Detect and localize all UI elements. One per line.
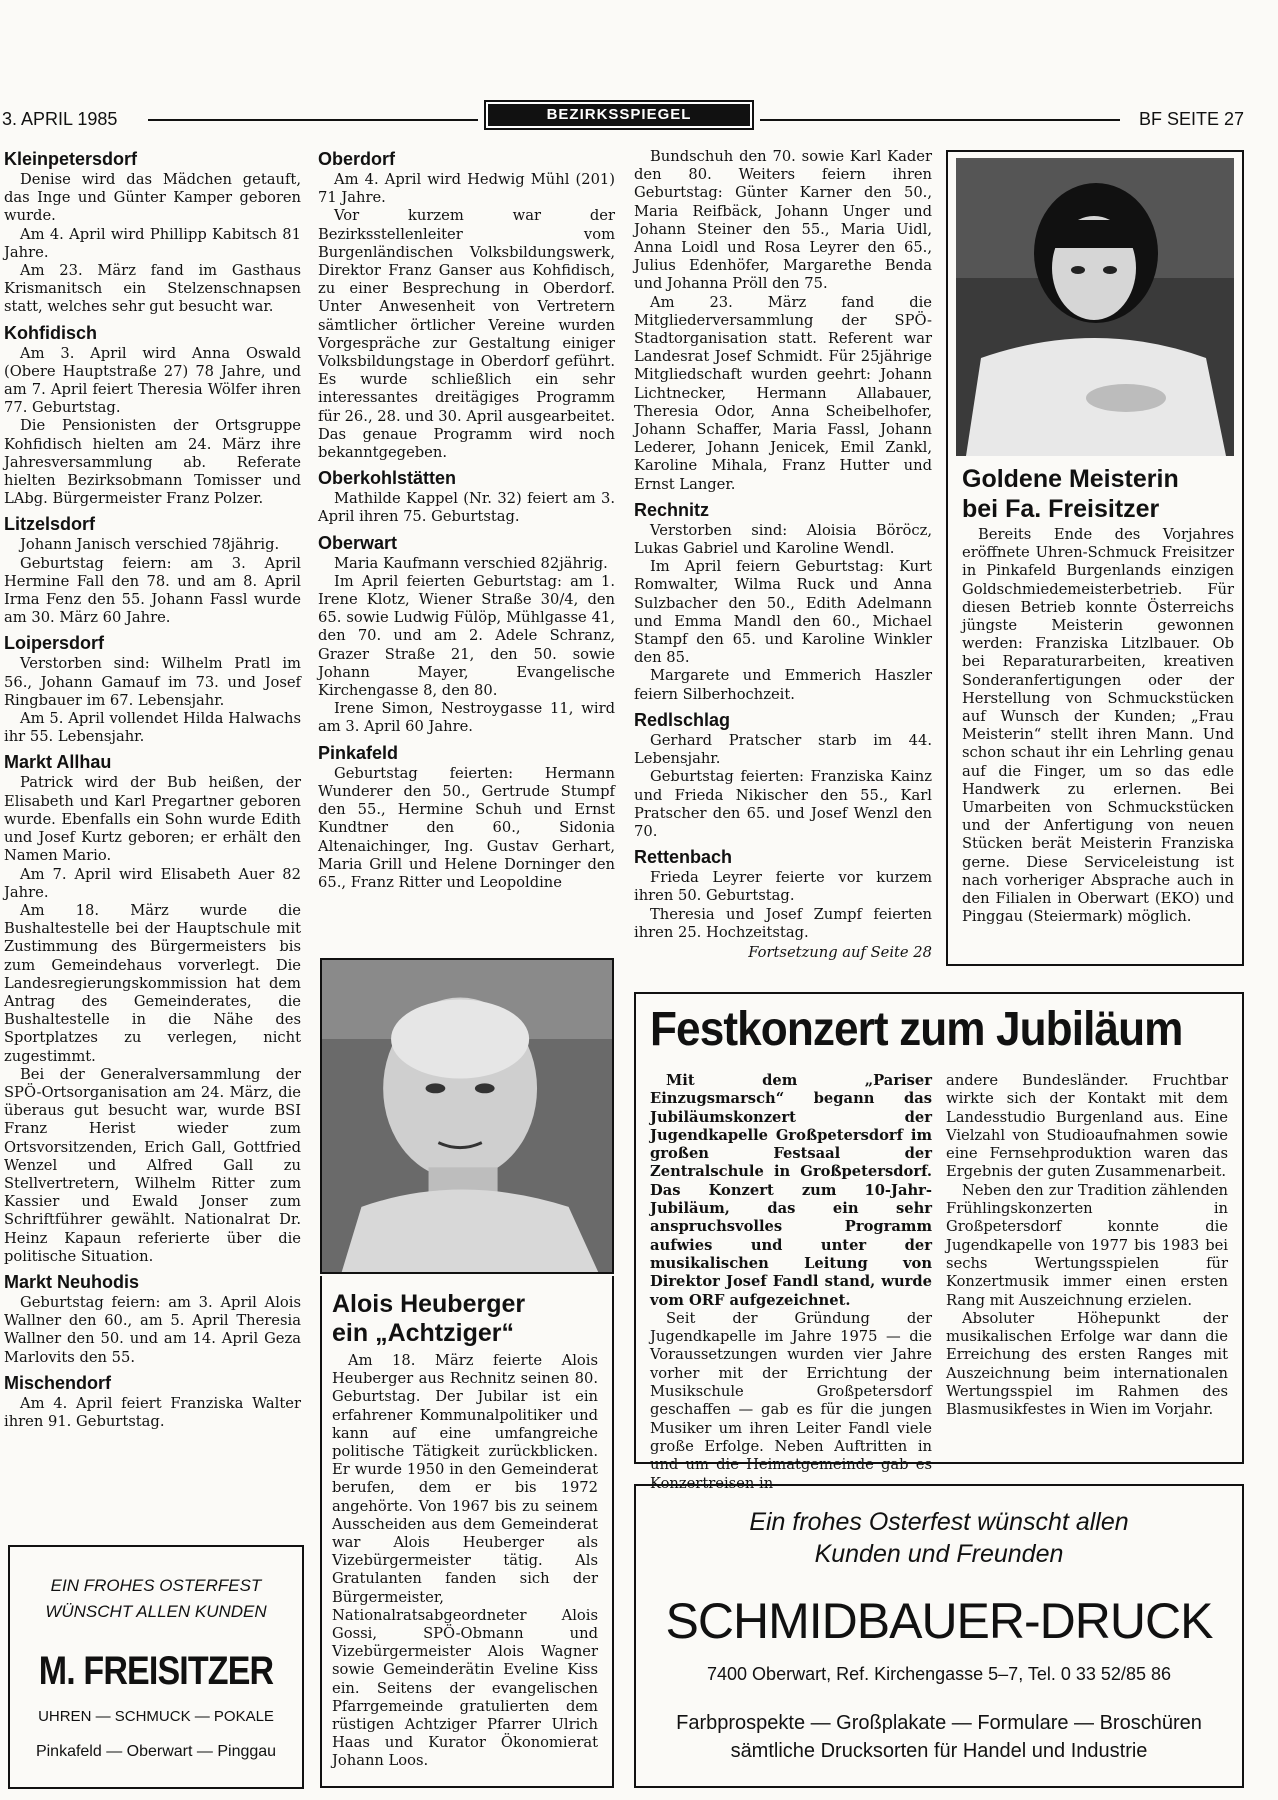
column-left <box>4 148 301 1431</box>
section-paragraph: Am 23. März fand die Mitgliederversammlung der SPÖ-Stadtorganisation statt. Referent war Landesrat Josef Schmidt. Für 25jährige Mitgliedschaft wurden geehrt: Johann Lichtnecker, Hermann Allabauer, Theresia Odor, Anna Scheibelhofer, Johann Schaffer, Maria Fassl, Johann Lederer, Johann Jenicek, Emil Zankl, Karoline Mihala, Franz Hutter und Ernst Langer. <box>634 293 932 493</box>
ad-schmidbauer-line2: Kunden und Freunden <box>814 1540 1064 1568</box>
section-heading: Litzelsdorf <box>4 514 96 535</box>
ad-freisitzer-products: UHREN — SCHMUCK — POKALE <box>38 1708 274 1725</box>
section-paragraph: Mathilde Kappel (Nr. 32) feiert am 3. April ihren 75. Geburtstag. <box>318 490 615 526</box>
page-header <box>0 106 1278 132</box>
issue-date: 3. APRIL 1985 <box>2 109 118 129</box>
section-paragraph: Am 18. März wurde die Bushaltestelle bei der Hauptschule mit Zustimmung des Bürgermeisters bis zum Gemeindehaus vorverlegt. Die Landesregierungskommission hat dem Antrag des Gemeinderates, die Bushaltestelle in die Nähe des Sportplatzes zu verlegen, nicht zugestimmt. <box>4 901 301 1065</box>
festkonzert-col-left <box>650 1072 932 1493</box>
section-paragraph: Im April feiern Geburtstag: Kurt Romwalter, Wilma Ruck und Anna Sulzbacher den 50., Edith Adelmann und Emma Mandl den 60., Michael Stampf den 65. und Karoline Winkler den 85. <box>634 558 932 667</box>
section-paragraph: Im April feierten Geburtstag: am 1. Irene Klotz, Wiener Straße 30/4, den 65. sowie Ludwig Fülöp, Mühlgasse 41, den 70. und am 2. Adele Schranz, Grazer Straße 21, den 50. sowie Johann Mayer, Evangelische Kirchengasse 8, den 80. <box>318 572 615 700</box>
ad-schmidbauer-products2: sämtliche Drucksorten für Handel und Industrie <box>730 1740 1148 1762</box>
alois-body: Am 18. März feierte Alois Heuberger aus Rechnitz seinen 80. Geburtstag. Der Jubilar ist ein erfahrener Kommunalpolitiker und kann auf eine umfangreiche politische Tätigkeit zurückblicken. Er wurde 1950 in den Gemeinderat berufen, dem er bis 1972 angehörte. Von 1967 bis zu seinem Ausscheiden aus dem Gemeinderat war Alois Heuberger als Vizebürgermeister tätig. Als Gratulanten fanden sich der Bürgermeister, Nationalratsabgeordneter Alois Gossi, SPÖ-Obmann und Vizebürgermeister Alois Wagner sowie Gemeinderätin Eveline Kiss ein. Seitens der evangelischen Pfarrgemeinde gratulierten dem rüstigen Achtziger Pfarrer Ulrich Haas und Kurator Ökonomierat Johann Loos. <box>332 1352 598 1770</box>
goldene-title-line2: bei Fa. Freisitzer <box>962 495 1160 523</box>
alois-title-line1: Alois Heuberger <box>332 1290 526 1318</box>
section-paragraph: Vor kurzem war der Bezirksstellenleiter vom Burgenländischen Volksbildungswerk, Direktor Franz Ganser aus Kohfidisch, zu einer Besprechung in Oberdorf. Unter Anwesenheit von Vertretern sämtlicher örtlicher Vereine wurden Vorgespräche zur Gestaltung einiger Volksbildungstage in Oberdorf geführt. Es wurde schließlich ein sehr interessantes dreitägiges Programm für 26., 28. und 30. April ausgearbeitet. Das genaue Programm wird noch bekanntgegeben. <box>318 207 615 462</box>
section-paragraph: Am 5. April vollendet Hilda Halwachs ihr 55. Lebensjahr. <box>4 710 301 746</box>
section-paragraph: Frieda Leyrer feierte vor kurzem ihren 50. Geburtstag. <box>634 869 932 905</box>
section-paragraph: Geburtstag feierten: Franziska Kainz und Frieda Nikischer den 55., Karl Pratscher den 65. und Josef Wenzl den 70. <box>634 768 932 840</box>
ad-freisitzer-places: Pinkafeld — Oberwart — Pinggau <box>35 1743 277 1760</box>
section-heading: Markt Neuhodis <box>4 1271 140 1292</box>
ad-freisitzer-line2: WÜNSCHT ALLEN KUNDEN <box>45 1602 267 1621</box>
section-paragraph: Die Pensionisten der Ortsgruppe Kohfidisch hielten am 24. März ihre Jahresversammlung ab. Referate hielten Bezirksobmann Tomisser und LAbg. Bürgermeister Franz Polzer. <box>4 417 301 508</box>
ad-freisitzer-name: M. FREISITZER <box>38 1649 274 1693</box>
section-banner <box>484 100 754 130</box>
header-rule-right <box>760 119 1120 121</box>
goldene-body: Bereits Ende des Vorjahres eröffnete Uhren-Schmuck Freisitzer in Pinkafeld Burgenlands einzigen Goldschmiedemeisterbetrieb. Für diesen Betrieb konnte Österreichs jüngste Meisterin gewonnen werden: Franziska Litzlbauer. Ob bei Reparaturarbeiten, kreativen Sonderanfertigungen oder der Herstellung von Schmuckstücken auf Wunsch der Kunden; „Frau Meisterin“ stellt ihren Mann. Und schon schaut ihr ein Lehrling genau auf die Finger, um so das edle Handwerk zu erlernen. Bei Umarbeiten von Schmuckstücken und der Anfertigung von neuen Stücken berät Meisterin Franziska gerne. Diese Serviceleistung ist nach vorheriger Absprache auch in den Filialen in Oberwart (EKO) und Pinggau (Steiermark) möglich. <box>962 526 1234 926</box>
section-heading: Rettenbach <box>634 847 733 868</box>
photo-alois-heuberger <box>320 958 614 1274</box>
section-paragraph: Verstorben sind: Aloisia Böröcz, Lukas Gabriel und Karoline Wendl. <box>634 521 932 558</box>
festkonzert-paragraph: Absoluter Höhepunkt der musikalischen Erfolge war dann die Erreichung des ersten Ranges mit Auszeichnung beim internationalen Wertungsspiel im Rahmen des Blasmusikfestes in Wien im Vorjahr. <box>946 1309 1228 1419</box>
section-paragraph: Denise wird das Mädchen getauft, das Inge und Günter Kamper geboren wurde. <box>4 171 301 225</box>
festkonzert-paragraph: Seit der Gründung der Jugendkapelle im Jahre 1975 — die Voraussetzungen wurden vier Jahre vorher mit der Errichtung der Musikschule Großpetersdorf geschaffen — gab es für die jungen Musiker um ihren Leiter Fandl viele große Erfolge. Neben Auftritten in und um die Heimatgemeinde gab es Konzertreisen in <box>650 1309 932 1492</box>
section-paragraph: Am 7. April wird Elisabeth Auer 82 Jahre. <box>4 865 301 901</box>
section-heading: Mischendorf <box>4 1372 112 1393</box>
section-heading: Rechnitz <box>634 499 710 520</box>
section-paragraph: Geburtstag feiern: am 3. April Hermine Fall den 78. und am 8. April Irma Fenz den 55. Johann Fassl wurde am 30. März 60 Jahre. <box>4 554 301 627</box>
ad-schmidbauer-name: SCHMIDBAUER-DRUCK <box>665 1593 1213 1649</box>
goldene-meisterin-box <box>946 150 1244 966</box>
section-paragraph: Irene Simon, Nestroygasse 11, wird am 3. April 60 Jahre. <box>318 700 615 736</box>
section-paragraph: Margarete und Emmerich Haszler feiern Silberhochzeit. <box>634 667 932 703</box>
festkonzert-paragraph: andere Bundesländer. Fruchtbar wirkte sich der Kontakt mit dem Landesstudio Burgenland aus. Eine Vielzahl von Studioaufnahmen sowie eine Fernsehproduktion waren das Ergebnis der guten Zusammenarbeit. <box>946 1072 1228 1181</box>
festkonzert-paragraph: Neben den zur Tradition zählenden Frühlingskonzerten in Großpetersdorf konnte die Jugendkapelle von 1977 bis 1983 bei sechs Wertungsspielen für Konzertmusik immer einen ersten Rang mit Auszeichnung erzielen. <box>946 1181 1228 1309</box>
ad-schmidbauer-line1: Ein frohes Osterfest wünscht allen <box>749 1508 1129 1536</box>
header-rule-left <box>148 119 478 121</box>
festkonzert-article <box>634 992 1244 1492</box>
section-paragraph: Geburtstag feierten: Hermann Wunderer den 50., Gertrude Stumpf den 55., Hermine Schuh und Ernst Kundtner den 60., Sidonia Altenaichinger, Ing. Gustav Gerhart, Maria Grill und Helene Dorninger den 65., Franz Ritter und Leopoldine <box>318 764 615 891</box>
column-middle <box>318 148 615 892</box>
section-paragraph: Bundschuh den 70. sowie Karl Kader den 80. Weiters feiern ihren Geburtstag: Günter Karner den 50., Maria Reifbäck, Johann Unger und Johann Steiner den 55., Maria Uidl, Anna Loidl und Rosa Leyrer den 65., Julius Edenhöfer, Margarethe Benda und Johanna Pröll den 75. <box>634 148 932 293</box>
section-paragraph: Am 4. April feiert Franziska Walter ihren 91. Geburtstag. <box>4 1394 301 1430</box>
section-title: BEZIRKSSPIEGEL <box>488 104 750 126</box>
section-heading: Oberkohlstätten <box>318 468 457 489</box>
section-paragraph: Patrick wird der Bub heißen, der Elisabeth und Karl Pregartner geboren wurde. Ebenfalls ein Sohn wurde Edith und Josef Kurtz geboren; er erhält den Namen Mario. <box>4 774 301 865</box>
section-heading: Kohfidisch <box>4 322 97 343</box>
ad-freisitzer <box>8 1545 304 1789</box>
section-heading: Markt Allhau <box>4 752 112 773</box>
section-heading: Oberdorf <box>318 149 396 169</box>
alois-title-line2: ein „Achtziger“ <box>332 1319 514 1347</box>
goldene-title <box>962 464 1234 524</box>
section-paragraph: Geburtstag feiern: am 3. April Alois Wallner den 60., am 5. April Theresia Wallner den 50. und am 14. April Geza Marlovits den 55. <box>4 1293 301 1366</box>
section-paragraph: Am 23. März fand im Gasthaus Krismanitsch ein Stelzenschnapsen statt, welches sehr gut besucht war. <box>4 262 301 316</box>
section-paragraph: Am 4. April wird Hedwig Mühl (201) 71 Jahre. <box>318 171 615 207</box>
section-paragraph: Maria Kaufmann verschied 82jährig. <box>334 554 608 572</box>
ad-schmidbauer-products: Farbprospekte — Großplakate — Formulare — Broschüren <box>676 1712 1202 1734</box>
section-heading: Loipersdorf <box>4 633 105 654</box>
section-paragraph: Bei der Generalversammlung der SPÖ-Ortsorganisation am 24. März, die überaus gut besucht war, wurde BSI Franz Herist wieder zum Ortsvorsitzenden, Erich Gall, Gottfried Wenzel und Alfred Gall zu Stellvertretern, Wilhelm Ritter zum Kassier und Ewald Jonser zum Schriftführer gewählt. Nationalrat Dr. Heinz Kapaun referierte über die politische Situation. <box>4 1065 301 1265</box>
section-heading: Redlschlag <box>634 709 731 730</box>
column-right <box>634 148 932 962</box>
alois-article-box <box>320 1276 614 1788</box>
page-number: BF SEITE 27 <box>1138 109 1244 129</box>
ad-schmidbauer-address: 7400 Oberwart, Ref. Kirchengasse 5–7, Tel. 0 33 52/85 86 <box>707 1664 1171 1684</box>
continuation-note: Fortsetzung auf Seite 28 <box>748 943 932 961</box>
section-paragraph: Gerhard Pratscher starb im 44. Lebensjahr. <box>634 731 932 768</box>
festkonzert-lead: Mit dem „Pariser Einzugsmarsch“ begann das Jubiläumskonzert der Jugendkapelle Großpetersdorf im großen Festsaal der Zentralschule in Großpetersdorf. Das Konzert zum 10-Jahr-Jubiläum, das ein sehr anspruchsvolles Programm aufwies und unter der musikalischen Leitung von Direktor Josef Fandl stand, wurde vom ORF aufgezeichnet. <box>650 1072 932 1309</box>
section-heading: Kleinpetersdorf <box>4 149 138 169</box>
section-paragraph: Am 3. April wird Anna Oswald (Obere Hauptstraße 27) 78 Jahre, und am 7. April feiert Theresia Wölfer ihren 77. Geburtstag. <box>4 344 301 417</box>
alois-title <box>332 1290 598 1348</box>
section-paragraph: Theresia und Josef Zumpf feierten ihren 25. Hochzeitstag. <box>634 905 932 941</box>
photo-franziska-litzlbauer <box>956 158 1234 456</box>
section-paragraph: Johann Janisch verschied 78jährig. <box>20 536 280 554</box>
section-heading: Oberwart <box>318 532 398 553</box>
goldene-title-line1: Goldene Meisterin <box>962 465 1179 493</box>
section-paragraph: Am 4. April wird Phillipp Kabitsch 81 Jahre. <box>4 225 301 261</box>
festkonzert-title: Festkonzert zum Jubiläum <box>650 1003 1183 1056</box>
ad-freisitzer-line1: EIN FROHES OSTERFEST <box>50 1576 262 1595</box>
festkonzert-col-right <box>946 1072 1228 1420</box>
ad-schmidbauer-druck <box>634 1484 1244 1788</box>
section-heading: Pinkafeld <box>318 742 399 763</box>
section-paragraph: Verstorben sind: Wilhelm Pratl im 56., Johann Gamauf im 73. und Josef Ringbauer im 67. Lebensjahr. <box>4 655 301 709</box>
